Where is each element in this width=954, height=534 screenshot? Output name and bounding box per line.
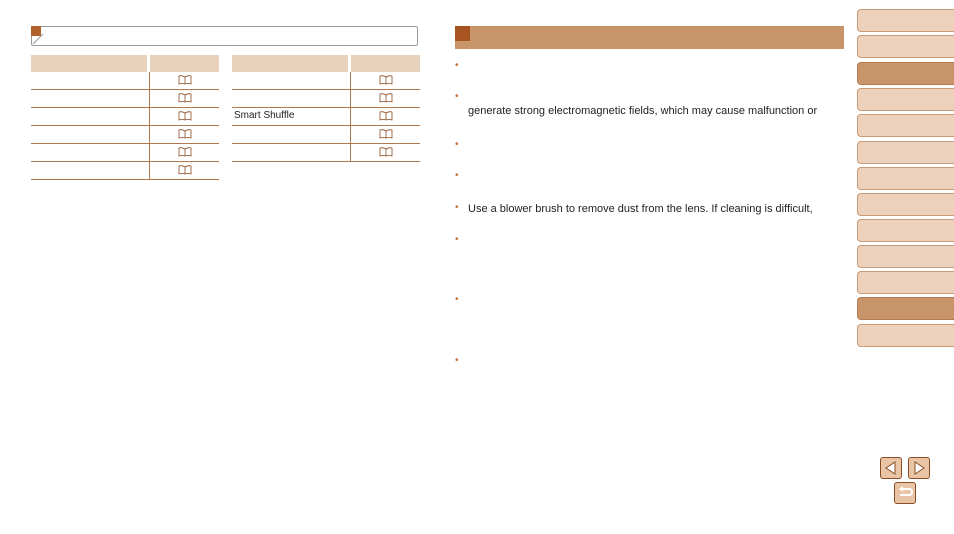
- page-reference-link[interactable]: [350, 126, 420, 143]
- page-reference-icon: [178, 93, 192, 103]
- page-reference-icon: [178, 129, 192, 139]
- table-row: [31, 162, 219, 180]
- page-reference-icon: [178, 111, 192, 121]
- page-reference-link[interactable]: [350, 108, 420, 125]
- page-reference-icon: [379, 75, 393, 85]
- return-arrow-icon: [895, 483, 915, 503]
- page-reference-link[interactable]: [350, 144, 420, 161]
- triangle-right-icon: [909, 458, 929, 478]
- page-reference-link[interactable]: [149, 144, 219, 161]
- table-row: [232, 108, 420, 126]
- table-row: [232, 72, 420, 90]
- page-reference-icon: [178, 75, 192, 85]
- paragraph-text: Use a blower brush to remove dust from the lens. If cleaning is difficult,: [468, 203, 813, 215]
- section-marker-icon: [455, 26, 470, 41]
- page-reference-icon: [379, 93, 393, 103]
- sidebar-tab[interactable]: [857, 324, 954, 347]
- header-corner-icon: [31, 30, 45, 46]
- page-reference-link[interactable]: [149, 90, 219, 107]
- page-reference-icon: [178, 165, 192, 175]
- page-reference-icon: [178, 147, 192, 157]
- table-row: [31, 108, 219, 126]
- table-header-cell: [31, 55, 147, 72]
- return-button[interactable]: [894, 482, 916, 504]
- table-header-cell: [351, 55, 420, 72]
- table-row: [31, 72, 219, 90]
- bullet-icon: •: [455, 60, 459, 71]
- reference-table-b: [232, 55, 420, 160]
- bullet-icon: •: [455, 139, 459, 150]
- reference-table-a: [31, 55, 219, 178]
- sidebar-tab[interactable]: [857, 88, 954, 111]
- sidebar-tab[interactable]: [857, 9, 954, 32]
- table-row-label: Smart Shuffle: [234, 110, 295, 121]
- page-reference-link[interactable]: [149, 108, 219, 125]
- paragraph-text: generate strong electromagnetic fields, which may cause malfunction or: [468, 105, 818, 117]
- table-header-cell: [232, 55, 348, 72]
- sidebar-tab[interactable]: [857, 245, 954, 268]
- page-reference-link[interactable]: [350, 90, 420, 107]
- table-row: [232, 144, 420, 162]
- sidebar-tab[interactable]: [857, 114, 954, 137]
- bullet-icon: •: [455, 202, 459, 213]
- page-reference-link[interactable]: [149, 126, 219, 143]
- sidebar-tab[interactable]: [857, 35, 954, 58]
- sidebar-tab[interactable]: [857, 271, 954, 294]
- bullet-icon: •: [455, 170, 459, 181]
- bullet-icon: •: [455, 355, 459, 366]
- page-reference-link[interactable]: [350, 72, 420, 89]
- sidebar-tab[interactable]: [857, 193, 954, 216]
- table-row: [31, 144, 219, 162]
- table-row: [31, 126, 219, 144]
- bullet-icon: •: [455, 234, 459, 245]
- page-reference-icon: [379, 147, 393, 157]
- bullet-icon: •: [455, 294, 459, 305]
- sidebar-tab[interactable]: [857, 62, 954, 85]
- prev-page-button[interactable]: [880, 457, 902, 479]
- table-row: [232, 90, 420, 108]
- table-header-cell: [150, 55, 219, 72]
- sidebar-tab[interactable]: [857, 297, 954, 320]
- table-row: [31, 90, 219, 108]
- sidebar-tab[interactable]: [857, 141, 954, 164]
- table-row: [232, 126, 420, 144]
- bullet-icon: •: [455, 91, 459, 102]
- next-page-button[interactable]: [908, 457, 930, 479]
- page-reference-link[interactable]: [149, 162, 219, 179]
- sidebar-tab[interactable]: [857, 167, 954, 190]
- page-reference-link[interactable]: [149, 72, 219, 89]
- right-section-header: [455, 26, 844, 49]
- sidebar-tab[interactable]: [857, 219, 954, 242]
- page-reference-icon: [379, 111, 393, 121]
- left-section-header: [31, 26, 418, 46]
- triangle-left-icon: [881, 458, 901, 478]
- page-reference-icon: [379, 129, 393, 139]
